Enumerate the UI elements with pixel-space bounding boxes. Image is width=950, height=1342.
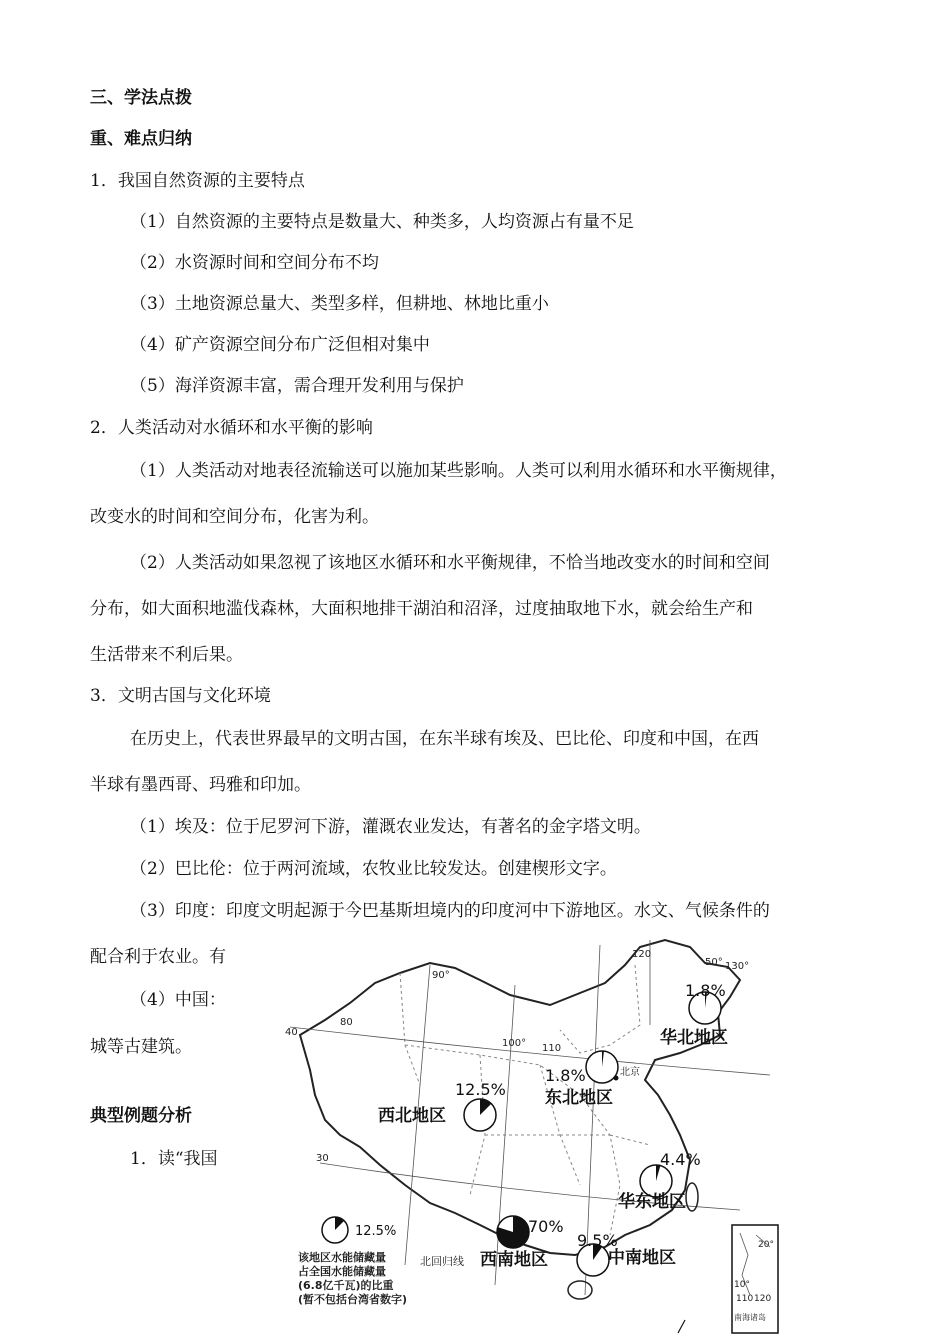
point-3-heading: 3．文明古国与文化环境 [90, 686, 271, 706]
point-2-heading: 2．人类活动对水循环和水平衡的影响 [90, 418, 373, 438]
point-2-2-line-a: （2）人类活动如果忽视了该地区水循环和水平衡规律，不恰当地改变水的时间和空间 [130, 553, 770, 573]
inset-lat-20: 20° [758, 1240, 774, 1250]
example-question-1: 1．读“我国 [130, 1149, 218, 1169]
pct-central-south: 9.5% [577, 1231, 618, 1250]
inset-lon-120: 120 [754, 1294, 772, 1304]
pie-northeast [586, 1051, 618, 1083]
pct-northwest: 12.5% [455, 1080, 506, 1099]
inset-lat-10: 10° [734, 1280, 750, 1290]
subsection-title: 重、难点归纳 [90, 129, 192, 149]
section-title: 三、学法点拨 [90, 88, 192, 108]
region-northwest: 西北地区 [378, 1106, 446, 1126]
lat-label-50: 50° [705, 957, 723, 968]
point-3-intro-a: 在历史上，代表世界最早的文明古国，在东半球有埃及、巴比伦、印度和中国，在西 [130, 729, 759, 749]
china-hydropower-map [280, 935, 780, 1340]
point-2-2-line-b: 分布，如大面积地滥伐森林，大面积地排干湖泊和沼泽，过度抽取地下水，就会给生产和 [90, 599, 753, 619]
point-3-3-line-a: （3）印度：印度文明起源于今巴基斯坦境内的印度河中下游地区。水文、气候条件的 [130, 901, 770, 921]
legend [298, 1217, 407, 1306]
hainan-island [568, 1281, 592, 1299]
point-3-4-line-b: 城等古建筑。 [90, 1037, 192, 1057]
point-1-4: （4）矿产资源空间分布广泛但相对集中 [130, 335, 430, 355]
point-2-1-line-b: 改变水的时间和空间分布，化害为利。 [90, 507, 379, 527]
region-southwest: 西南地区 [480, 1250, 548, 1270]
lon-label-90: 90° [432, 970, 450, 981]
inset-caption: 南海诸岛 [734, 1313, 766, 1322]
map-svg [280, 935, 780, 1340]
lon-label-130: 130° [725, 961, 750, 972]
legend-line-2: 占全国水能储藏量 [298, 1265, 386, 1278]
tropic-label: 北回归线 [420, 1255, 464, 1268]
point-1-1: （1）自然资源的主要特点是数量大、种类多，人均资源占有量不足 [130, 212, 634, 232]
pie-northwest [464, 1099, 496, 1131]
beijing-label: 北京 [620, 1067, 640, 1078]
point-3-1: （1）埃及：位于尼罗河下游，灌溉农业发达，有著名的金字塔文明。 [130, 817, 651, 837]
point-1-2: （2）水资源时间和空间分布不均 [130, 253, 379, 273]
region-northeast: 东北地区 [545, 1088, 613, 1108]
legend-line-1: 该地区水能储藏量 [298, 1251, 386, 1264]
lon-label-110: 110 [542, 1043, 562, 1054]
lon-label-80: 80 [340, 1017, 353, 1028]
legend-pct: 12.5% [355, 1224, 397, 1239]
map-mark [678, 1320, 685, 1333]
lat-label-30: 30 [316, 1153, 329, 1164]
inset-lon-110: 110 [736, 1294, 754, 1304]
south-china-sea-inset [732, 1225, 778, 1333]
point-3-2: （2）巴比伦：位于两河流域，农牧业比较发达。创建楔形文字。 [130, 859, 617, 879]
region-north: 华北地区 [660, 1028, 728, 1048]
lon-label-100: 100° [502, 1038, 527, 1049]
pct-southwest: 70% [528, 1217, 564, 1236]
taiwan-island [686, 1183, 698, 1211]
region-east: 华东地区 [618, 1192, 686, 1212]
point-2-2-line-c: 生活带来不利后果。 [90, 645, 243, 665]
pct-northeast: 1.8% [545, 1066, 586, 1085]
region-central-south: 中南地区 [608, 1248, 676, 1268]
point-3-3-line-b: 配合利于农业。有 [90, 947, 226, 967]
example-title: 典型例题分析 [90, 1106, 192, 1126]
point-1-heading: 1．我国自然资源的主要特点 [90, 171, 305, 191]
lon-label-120: 120 [632, 949, 652, 960]
legend-line-4: (暂不包括台湾省数字) [298, 1293, 408, 1306]
lat-label-40: 40 [285, 1027, 298, 1038]
point-1-5: （5）海洋资源丰富，需合理开发利用与保护 [130, 376, 464, 396]
point-3-4: （4）中国： [130, 990, 226, 1010]
pct-east: 4.4% [660, 1150, 701, 1169]
legend-line-3: (6.8亿千瓦)的比重 [298, 1279, 394, 1292]
pie-southwest [497, 1216, 529, 1248]
point-3-intro-b: 半球有墨西哥、玛雅和印加。 [90, 775, 311, 795]
pct-north: 1.8% [685, 981, 726, 1000]
point-1-3: （3）土地资源总量大、类型多样，但耕地、林地比重小 [130, 294, 549, 314]
point-2-1-line-a: （1）人类活动对地表径流输送可以施加某些影响。人类可以利用水循环和水平衡规律， [130, 461, 787, 481]
